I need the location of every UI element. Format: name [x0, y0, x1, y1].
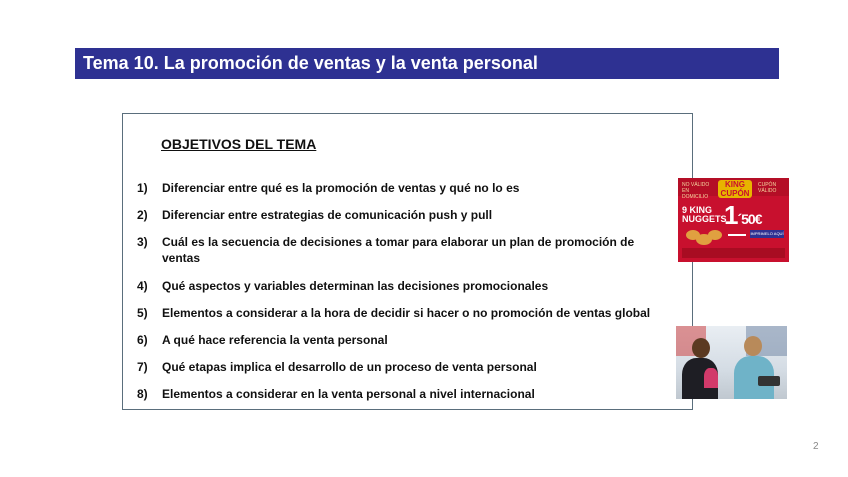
objective-number: 6)	[137, 333, 148, 347]
objective-text: Cuál es la secuencia de decisiones a tomar para elaborar un plan de promoción de ventas	[162, 235, 635, 265]
objective-text: Qué etapas implica el desarrollo de un proceso de venta personal	[162, 360, 537, 374]
objective-text: A qué hace referencia la venta personal	[162, 333, 388, 347]
objective-number: 1)	[137, 181, 148, 195]
shop-assistant-photo	[676, 326, 787, 399]
objective-text: Elementos a considerar a la hora de decidir si hacer o no promoción de ventas global	[162, 306, 651, 320]
page-number: 2	[813, 441, 819, 452]
objective-number: 3)	[137, 235, 148, 249]
king-coupon-image	[678, 178, 789, 262]
nugget-icon	[708, 230, 722, 240]
objective-text: Elementos a considerar en la venta personal a nivel internacional	[162, 387, 535, 401]
slide-title: Tema 10. La promoción de ventas y la venta personal	[75, 48, 779, 79]
objectives-box	[122, 113, 693, 410]
king-logo: KING CUPÓN	[718, 180, 752, 198]
coupon-left-note: NO VÁLIDO EN DOMICILIO	[682, 182, 710, 200]
assistant-head	[744, 336, 762, 356]
clothing-item	[704, 368, 718, 388]
objective-number: 7)	[137, 360, 148, 374]
customer-head	[692, 338, 710, 358]
objective-number: 8)	[137, 387, 148, 401]
objective-number: 4)	[137, 279, 148, 293]
objective-text: Diferenciar entre qué es la promoción de ventas y qué no lo es	[162, 181, 520, 195]
arrow-icon	[728, 234, 746, 236]
coupon-button: IMPRIMELO AQUÍ	[750, 231, 784, 236]
objective-text: Diferenciar entre estrategias de comunicación push y pull	[162, 208, 493, 222]
card-terminal-icon	[758, 376, 780, 386]
objectives-heading: OBJETIVOS DEL TEMA	[161, 136, 317, 152]
objective-text: Qué aspectos y variables determinan las decisiones promocionales	[162, 279, 549, 293]
coupon-product: 9 KING NUGGETS	[682, 205, 727, 224]
coupon-footer	[682, 248, 785, 258]
objective-number: 2)	[137, 208, 148, 222]
objective-number: 5)	[137, 306, 148, 320]
coupon-price: 1´50€	[724, 200, 762, 230]
coupon-right-note: CUPÓN VÁLIDO	[758, 182, 777, 194]
